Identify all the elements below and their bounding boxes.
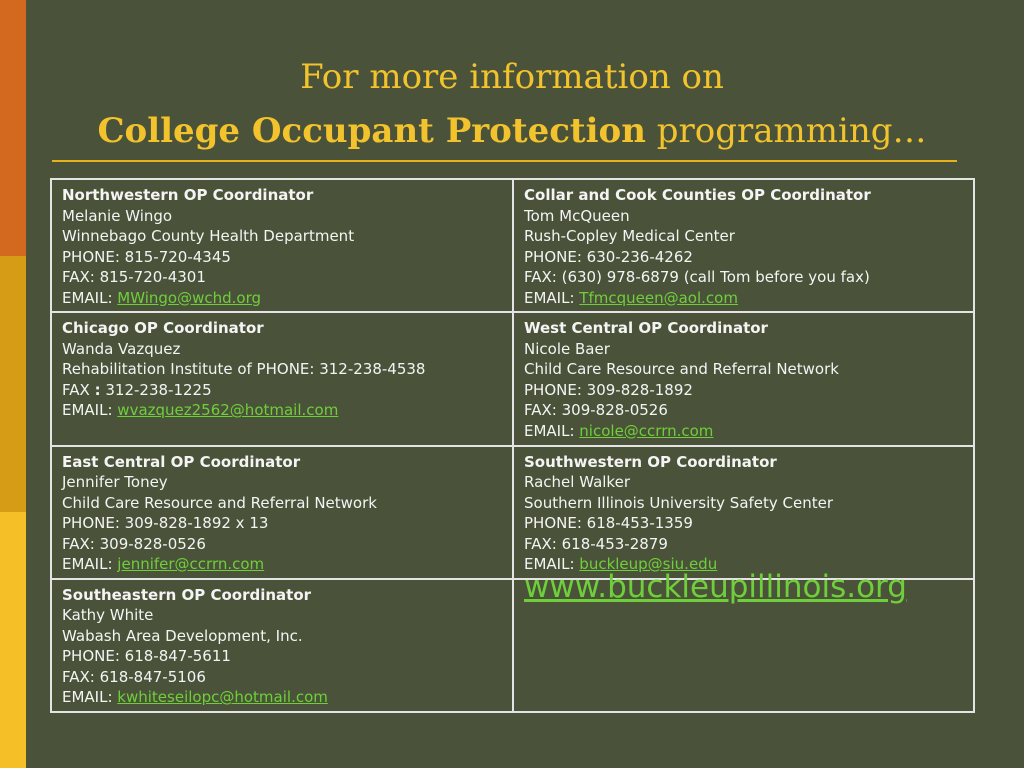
contact-email-line — [62, 400, 502, 421]
contact-fax: FAX : 312-238-1225 — [62, 380, 212, 399]
accent-bar-bottom — [0, 512, 26, 768]
title-line-1: For more information on — [300, 57, 724, 97]
email-label: EMAIL: — [62, 288, 113, 307]
contact-org: Southern Illinois University Safety Center — [524, 493, 834, 512]
contact-phone: PHONE: 309-828-1892 x 13 — [62, 514, 269, 532]
contact-cell-chicago — [51, 312, 513, 445]
contact-org: Child Care Resource and Referral Network — [62, 493, 377, 512]
contact-name: Tom McQueen — [524, 206, 630, 225]
contact-email-line — [62, 554, 502, 575]
contact-email-link[interactable]: buckleup@siu.edu — [579, 555, 718, 573]
contact-name: Melanie Wingo — [62, 206, 173, 225]
contact-fax: FAX: 309-828-0526 — [524, 401, 668, 420]
contact-fax: FAX: 618-847-5106 — [62, 667, 206, 686]
contact-fax: FAX: 309-828-0526 — [62, 534, 206, 553]
contact-org: Wabash Area Development, Inc. — [62, 626, 303, 645]
contact-email-link[interactable]: MWingo@wchd.org — [117, 288, 262, 307]
email-label: EMAIL: — [524, 555, 575, 573]
website-cell — [513, 568, 974, 712]
contact-org: Rehabilitation Institute of PHONE: 312-238-4538 — [62, 360, 426, 379]
email-label: EMAIL: — [524, 421, 575, 440]
email-label: EMAIL: — [524, 288, 575, 307]
contact-email-link[interactable]: kwhiteseilopc@hotmail.com — [117, 688, 328, 707]
contact-email-link[interactable]: wvazquez2562@hotmail.com — [117, 401, 339, 420]
contact-role: East Central OP Coordinator — [62, 452, 301, 471]
contact-fax: FAX: 618-453-2879 — [524, 534, 668, 553]
email-label: EMAIL: — [62, 401, 113, 420]
contact-cell-southwestern — [513, 446, 974, 579]
title-underline — [52, 160, 957, 162]
contact-role: Chicago OP Coordinator — [62, 319, 264, 338]
contact-role: Northwestern OP Coordinator — [62, 186, 314, 204]
contact-role: West Central OP Coordinator — [524, 319, 768, 338]
contact-email-line — [62, 687, 502, 708]
contact-name: Kathy White — [62, 606, 154, 625]
contacts-table — [50, 178, 975, 713]
contact-org: Child Care Resource and Referral Network — [524, 360, 839, 379]
accent-bar-middle — [0, 256, 26, 512]
table-row — [51, 179, 974, 312]
contact-role: Collar and Cook Counties OP Coordinator — [524, 186, 871, 204]
contact-cell-east-central — [51, 446, 513, 579]
contact-email-link[interactable]: jennifer@ccrrn.com — [117, 555, 265, 573]
contact-phone: PHONE: 618-847-5611 — [62, 647, 231, 666]
contact-phone: PHONE: 815-720-4345 — [62, 247, 231, 266]
contact-email-line — [524, 421, 963, 442]
title-line-2 — [60, 104, 964, 158]
contact-cell-west-central — [513, 312, 974, 445]
contact-name: Nicole Baer — [524, 339, 610, 358]
contact-role: Southwestern OP Coordinator — [524, 452, 777, 471]
contact-org: Winnebago County Health Department — [62, 227, 355, 245]
slide-title — [60, 50, 964, 158]
contact-email-link[interactable]: Tfmcqueen@aol.com — [579, 288, 738, 307]
email-label: EMAIL: — [62, 555, 113, 573]
contact-email-line — [524, 288, 963, 309]
table-row — [51, 446, 974, 579]
contact-cell-collar-cook — [513, 179, 974, 312]
contact-phone: PHONE: 630-236-4262 — [524, 247, 693, 266]
contact-email-line — [62, 288, 502, 309]
table-row — [51, 312, 974, 445]
contact-name: Rachel Walker — [524, 473, 630, 491]
accent-bar-top — [0, 0, 26, 256]
contact-fax: FAX: (630) 978-6879 (call Tom before you fax) — [524, 268, 870, 286]
contact-org: Rush-Copley Medical Center — [524, 227, 735, 245]
contact-cell-northwestern — [51, 179, 513, 312]
table-row — [51, 579, 974, 712]
contact-email-link[interactable]: nicole@ccrrn.com — [579, 421, 714, 440]
fax-value: 312-238-1225 — [105, 380, 212, 399]
contact-name: Jennifer Toney — [62, 473, 168, 491]
contact-name: Wanda Vazquez — [62, 339, 181, 358]
contact-phone: PHONE: 309-828-1892 — [524, 380, 693, 399]
title-bold-text: College Occupant Protection — [97, 111, 646, 151]
contact-fax: FAX: 815-720-4301 — [62, 268, 206, 286]
contact-phone: PHONE: 618-453-1359 — [524, 514, 693, 532]
contact-cell-southeastern — [51, 579, 513, 712]
title-rest-text: programming… — [656, 111, 927, 151]
fax-label: FAX — [62, 380, 90, 399]
website-link[interactable]: www.buckleupillinois.org — [524, 568, 907, 605]
email-label: EMAIL: — [62, 688, 113, 707]
contact-role: Southeastern OP Coordinator — [62, 585, 312, 604]
